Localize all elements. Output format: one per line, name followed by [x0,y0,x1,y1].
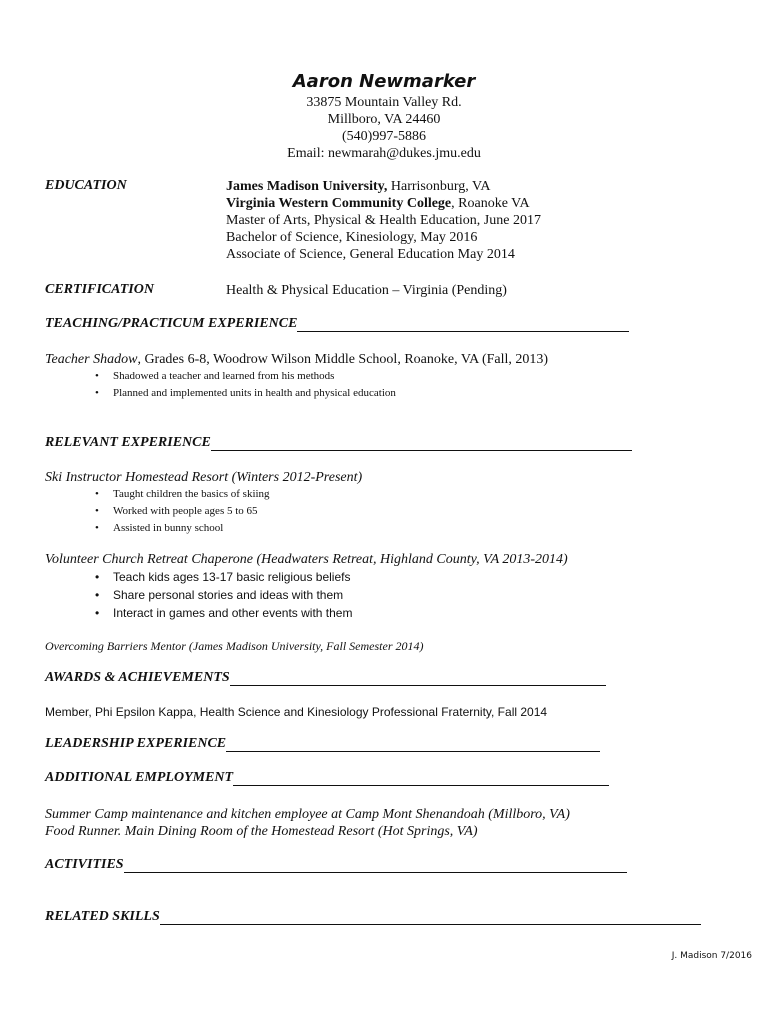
section-rule [211,437,632,451]
address-line-1: 33875 Mountain Valley Rd. [306,95,462,110]
school-2-location: , Roanoke VA [451,196,530,211]
leadership-heading [45,736,600,752]
degree-3: Associate of Science, General Education May 2014 [226,247,515,262]
list-item: • Shadowed a teacher and learned from his methods [95,368,396,385]
employment-heading-text: ADDITIONAL EMPLOYMENT [45,770,234,785]
email-address: Email: newmarah@dukes.jmu.edu [287,146,481,161]
list-item: • Interact in games and other events with them [95,604,352,622]
footer-note: J. Madison 7/2016 [671,951,752,961]
job-2-title: Volunteer Church Retreat Chaperone (Headwaters Retreat, Highland County, VA 2013-2014) [45,552,568,567]
section-rule [233,772,609,786]
job-1-title: Ski Instructor Homestead Resort (Winters 2012-Present) [45,470,363,485]
section-rule [226,738,600,752]
teaching-entry [45,351,548,368]
school-1-name: James Madison University, [226,179,388,194]
certification-text: Health & Physical Education – Virginia (Pending) [226,283,507,298]
skills-heading [45,909,701,925]
list-item: • Teach kids ages 13-17 basic religious beliefs [95,568,352,586]
employment-line-1: Summer Camp maintenance and kitchen employee at Camp Mont Shenandoah (Millboro, VA) [45,807,570,822]
list-item: • Planned and implemented units in health and physical education [95,385,396,402]
list-item: • Worked with people ages 5 to 65 [95,503,270,520]
teaching-heading-text: TEACHING/PRACTICUM EXPERIENCE [45,316,298,331]
section-rule [124,859,627,873]
job-1-bullets [95,486,270,537]
activities-heading [45,857,627,873]
section-rule [160,911,701,925]
skills-heading-text: RELATED SKILLS [45,909,160,924]
teaching-bullets [95,368,396,402]
leadership-heading-text: LEADERSHIP EXPERIENCE [45,736,227,751]
employment-heading [45,770,609,786]
phone-number: (540)997-5886 [342,129,426,144]
education-label: EDUCATION [45,178,127,193]
certification-value [226,282,507,299]
job-3-title: Overcoming Barriers Mentor (James Madison University, Fall Semester 2014) [45,639,424,653]
relevant-heading-text: RELEVANT EXPERIENCE [45,435,211,450]
school-1 [226,178,541,195]
teaching-role: Teacher Shadow [45,352,138,367]
teaching-detail: , Grades 6-8, Woodrow Wilson Middle School, Roanoke, VA (Fall, 2013) [137,352,549,367]
education-details [226,178,541,263]
job-2-bullets [95,568,352,622]
school-1-location: Harrisonburg, VA [387,179,491,194]
employment-line-2: Food Runner. Main Dining Room of the Homestead Resort (Hot Springs, VA) [45,824,478,839]
list-item: • Assisted in bunny school [95,520,270,537]
list-item: • Taught children the basics of skiing [95,486,270,503]
awards-heading-text: AWARDS & ACHIEVEMENTS [45,670,230,685]
section-rule [297,318,629,332]
award-item: Member, Phi Epsilon Kappa, Health Science and Kinesiology Professional Fraternity, Fall 2014 [45,705,548,719]
teaching-heading [45,316,629,332]
school-2 [226,195,541,212]
school-2-name: Virginia Western Community College [226,196,452,211]
relevant-heading [45,435,632,451]
degree-2: Bachelor of Science, Kinesiology, May 2016 [226,230,478,245]
resume-header [0,70,768,162]
activities-heading-text: ACTIVITIES [45,857,124,872]
section-rule [230,672,606,686]
awards-heading [45,670,606,686]
address-line-2: Millboro, VA 24460 [327,112,441,127]
degree-1: Master of Arts, Physical & Health Education, June 2017 [226,213,541,228]
list-item: • Share personal stories and ideas with them [95,586,352,604]
certification-label: CERTIFICATION [45,282,154,297]
candidate-name: Aaron Newmarker [292,71,476,92]
